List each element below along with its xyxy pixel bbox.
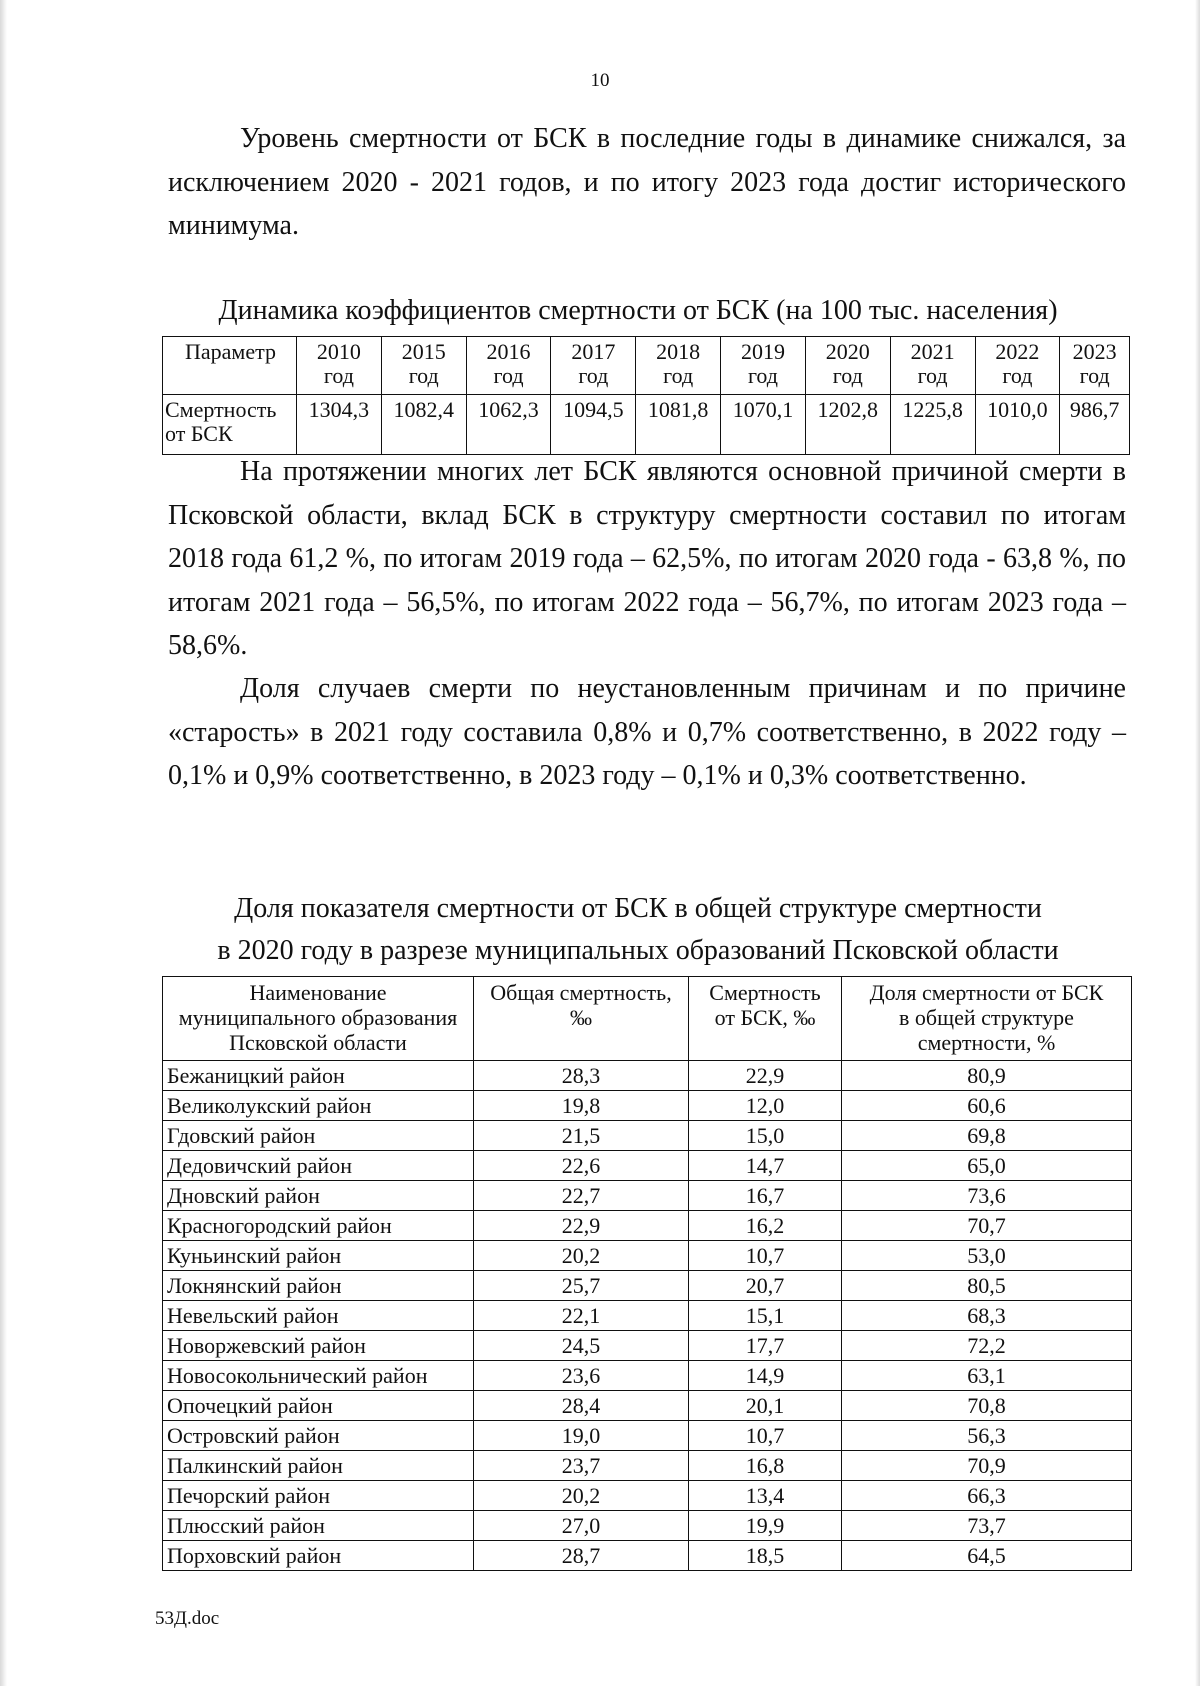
header-share-line3: смертности, % (917, 1030, 1056, 1055)
mortality-value-cell: 1062,3 (466, 395, 551, 455)
year-header-cell (721, 337, 806, 395)
district-name-cell: Дновский район (163, 1181, 474, 1211)
bsk-share-cell: 70,7 (842, 1211, 1132, 1241)
districts-caption (150, 888, 1126, 972)
table-row (163, 1091, 1132, 1121)
total-mortality-cell: 22,6 (474, 1151, 689, 1181)
total-mortality-cell: 22,1 (474, 1301, 689, 1331)
header-share-line2: в общей структуре (899, 1005, 1074, 1030)
bsk-share-cell: 72,2 (842, 1331, 1132, 1361)
table-row (163, 1181, 1132, 1211)
table-row (163, 1061, 1132, 1091)
table-row (163, 1331, 1132, 1361)
mortality-value-cell: 1225,8 (890, 395, 975, 455)
bsk-share-cell: 69,8 (842, 1121, 1132, 1151)
total-mortality-cell: 22,7 (474, 1181, 689, 1211)
table-row (163, 1361, 1132, 1391)
total-mortality-cell: 19,0 (474, 1421, 689, 1451)
header-share (842, 977, 1132, 1061)
district-name-cell: Куньинский район (163, 1241, 474, 1271)
year-unit: год (832, 363, 863, 388)
table-row (163, 1271, 1132, 1301)
bsk-share-cell: 65,0 (842, 1151, 1132, 1181)
row-label-line2: от БСК (165, 421, 233, 446)
bsk-mortality-cell: 12,0 (689, 1091, 842, 1121)
bsk-mortality-cell: 10,7 (689, 1421, 842, 1451)
district-name-cell: Новоржевский район (163, 1331, 474, 1361)
year-label: 2022 (995, 339, 1040, 364)
year-label: 2018 (656, 339, 701, 364)
header-total-line1: Общая смертность, (490, 980, 672, 1005)
total-mortality-cell: 27,0 (474, 1511, 689, 1541)
mortality-value-cell: 1082,4 (381, 395, 466, 455)
year-header-cell (890, 337, 975, 395)
district-name-cell: Гдовский район (163, 1121, 474, 1151)
header-name-line3: Псковской области (229, 1030, 407, 1055)
bsk-mortality-cell: 17,7 (689, 1331, 842, 1361)
table-row (163, 1451, 1132, 1481)
bsk-mortality-cell: 22,9 (689, 1061, 842, 1091)
bsk-mortality-cell: 20,7 (689, 1271, 842, 1301)
year-header-cell (466, 337, 551, 395)
districts-header-row (163, 977, 1132, 1061)
bsk-mortality-cell: 19,9 (689, 1511, 842, 1541)
paragraph-unknown-causes: Доля случаев смерти по неустановленным причинам и по причине «старость» в 2021 году составила 0,8% и 0,7% соответственно, в 2022 году – 0,1% и 0,9% соответственно, в 2023 году – 0,1% и 0,3% соответственно. (168, 673, 1126, 791)
bsk-share-cell: 70,9 (842, 1451, 1132, 1481)
year-label: 2021 (910, 339, 955, 364)
year-unit: год (917, 363, 948, 388)
mortality-value-cell: 1202,8 (805, 395, 890, 455)
year-unit: год (747, 363, 778, 388)
district-name-cell: Бежаницкий район (163, 1061, 474, 1091)
param-header-cell: Параметр (163, 337, 297, 395)
district-name-cell: Плюсский район (163, 1511, 474, 1541)
district-name-cell: Невельский район (163, 1301, 474, 1331)
year-header-cell (381, 337, 466, 395)
year-label: 2019 (740, 339, 785, 364)
header-name (163, 977, 474, 1061)
total-mortality-cell: 28,7 (474, 1541, 689, 1571)
bsk-mortality-cell: 14,7 (689, 1151, 842, 1181)
year-unit: год (578, 363, 609, 388)
bsk-share-cell: 73,7 (842, 1511, 1132, 1541)
mortality-value-cell: 1304,3 (297, 395, 382, 455)
bsk-share-cell: 70,8 (842, 1391, 1132, 1421)
year-label: 2015 (401, 339, 446, 364)
bsk-share-cell: 80,9 (842, 1061, 1132, 1091)
bsk-share-cell: 56,3 (842, 1421, 1132, 1451)
year-header-cell (636, 337, 721, 395)
district-name-cell: Островский район (163, 1421, 474, 1451)
header-total (474, 977, 689, 1061)
total-mortality-cell: 20,2 (474, 1241, 689, 1271)
header-bsk-line2: от БСК, ‰ (714, 1005, 816, 1030)
bsk-share-cell: 53,0 (842, 1241, 1132, 1271)
year-unit: год (1002, 363, 1033, 388)
year-unit: год (408, 363, 439, 388)
table-row (163, 1541, 1132, 1571)
year-label: 2017 (571, 339, 616, 364)
bsk-share-cell: 66,3 (842, 1481, 1132, 1511)
year-unit: год (1079, 363, 1110, 388)
district-name-cell: Печорский район (163, 1481, 474, 1511)
year-label: 2016 (486, 339, 531, 364)
dynamics-table (162, 336, 1130, 455)
table-row (163, 1481, 1132, 1511)
district-name-cell: Порховский район (163, 1541, 474, 1571)
total-mortality-cell: 19,8 (474, 1091, 689, 1121)
table-row (163, 1211, 1132, 1241)
table-row (163, 1391, 1132, 1421)
table-row (163, 1301, 1132, 1331)
mortality-value-cell: 1010,0 (975, 395, 1060, 455)
bsk-share-cell: 73,6 (842, 1181, 1132, 1211)
header-bsk-line1: Смертность (709, 980, 821, 1005)
year-unit: год (663, 363, 694, 388)
year-header-cell (975, 337, 1060, 395)
table-row (163, 1151, 1132, 1181)
year-header-cell (805, 337, 890, 395)
total-mortality-cell: 23,7 (474, 1451, 689, 1481)
year-header-cell (297, 337, 382, 395)
paragraph-bsk-share: На протяжении многих лет БСК являются основной причиной смерти в Псковской области, вклад БСК в структуру смертности составил по итогам 2018 года 61,2 %, по итогам 2019 года – 62,5%, по итогам 2020 года - 63,8 %, по итогам 2021 года – 56,5%, по итогам 2022 года – 56,7%, по итогам 2023 года – 58,6%. (168, 456, 1126, 661)
total-mortality-cell: 25,7 (474, 1271, 689, 1301)
bsk-share-cell: 63,1 (842, 1361, 1132, 1391)
mortality-value-cell: 1070,1 (721, 395, 806, 455)
bsk-mortality-cell: 20,1 (689, 1391, 842, 1421)
bsk-share-cell: 80,5 (842, 1271, 1132, 1301)
row-label-cell (163, 395, 297, 455)
footer-filename: 53Д.doc (155, 1608, 220, 1629)
dynamics-values-row (163, 395, 1130, 455)
district-name-cell: Дедовичский район (163, 1151, 474, 1181)
district-name-cell: Великолукский район (163, 1091, 474, 1121)
district-name-cell: Локнянский район (163, 1271, 474, 1301)
year-label: 2010 (316, 339, 361, 364)
district-name-cell: Опочецкий район (163, 1391, 474, 1421)
intro-paragraph: Уровень смертности от БСК в последние годы в динамике снижался, за исключением 2020 - 2021 годов, и по итогу 2023 года достиг исторического минимума. (168, 123, 1126, 241)
year-label: 2020 (825, 339, 870, 364)
header-name-line1: Наименование (249, 980, 387, 1005)
district-name-cell: Новосокольнический район (163, 1361, 474, 1391)
page-number: 10 (590, 70, 610, 91)
header-share-line1: Доля смертности от БСК (869, 980, 1104, 1005)
total-mortality-cell: 21,5 (474, 1121, 689, 1151)
districts-table (162, 976, 1132, 1571)
header-name-line2: муниципального образования (178, 1005, 458, 1030)
year-header-cell (1060, 337, 1130, 395)
districts-caption-line2: в 2020 году в разрезе муниципальных образований Псковской области (217, 935, 1059, 966)
bsk-mortality-cell: 15,1 (689, 1301, 842, 1331)
bsk-mortality-cell: 16,2 (689, 1211, 842, 1241)
total-mortality-cell: 28,3 (474, 1061, 689, 1091)
year-label: 2023 (1072, 339, 1117, 364)
total-mortality-cell: 28,4 (474, 1391, 689, 1421)
total-mortality-cell: 20,2 (474, 1481, 689, 1511)
bsk-mortality-cell: 10,7 (689, 1241, 842, 1271)
bsk-share-cell: 60,6 (842, 1091, 1132, 1121)
total-mortality-cell: 22,9 (474, 1211, 689, 1241)
total-mortality-cell: 24,5 (474, 1331, 689, 1361)
table-row (163, 1121, 1132, 1151)
districts-caption-line1: Доля показателя смертности от БСК в общей структуре смертности (234, 893, 1042, 924)
scan-edge-left (0, 0, 7, 1686)
bsk-mortality-cell: 18,5 (689, 1541, 842, 1571)
bsk-mortality-cell: 16,8 (689, 1451, 842, 1481)
table-row (163, 1241, 1132, 1271)
bsk-share-cell: 68,3 (842, 1301, 1132, 1331)
districts-body (163, 1061, 1132, 1571)
row-label-line1: Смертность (165, 397, 277, 422)
bsk-mortality-cell: 14,9 (689, 1361, 842, 1391)
bsk-share-cell: 64,5 (842, 1541, 1132, 1571)
header-total-line2: ‰ (570, 1005, 592, 1030)
mortality-value-cell: 986,7 (1060, 395, 1130, 455)
district-name-cell: Палкинский район (163, 1451, 474, 1481)
table-row (163, 1511, 1132, 1541)
year-header-cell (551, 337, 636, 395)
year-unit: год (493, 363, 524, 388)
bsk-mortality-cell: 16,7 (689, 1181, 842, 1211)
bsk-mortality-cell: 15,0 (689, 1121, 842, 1151)
scan-edge-right (1195, 0, 1200, 1686)
dynamics-caption: Динамика коэффициентов смертности от БСК (на 100 тыс. населения) (218, 295, 1058, 326)
dynamics-header-row (163, 337, 1130, 395)
total-mortality-cell: 23,6 (474, 1361, 689, 1391)
table-row (163, 1421, 1132, 1451)
year-unit: год (323, 363, 354, 388)
district-name-cell: Красногородский район (163, 1211, 474, 1241)
bsk-mortality-cell: 13,4 (689, 1481, 842, 1511)
header-bsk (689, 977, 842, 1061)
mortality-value-cell: 1081,8 (636, 395, 721, 455)
mortality-value-cell: 1094,5 (551, 395, 636, 455)
